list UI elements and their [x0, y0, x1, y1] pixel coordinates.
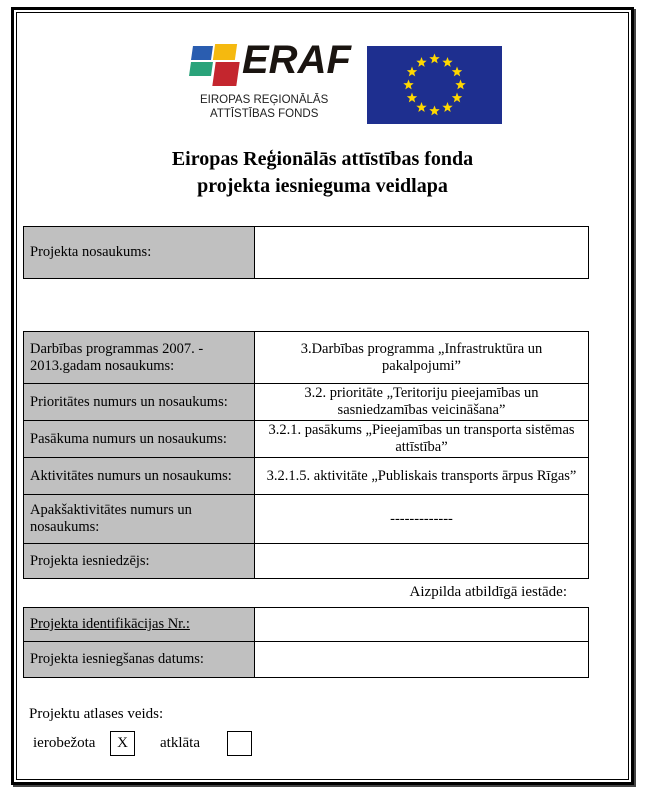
title-line-1: Eiropas Reģionālās attīstības fonda: [171, 148, 474, 170]
title-line-2: projekta iesnieguma veidlapa: [197, 175, 448, 197]
table-row: [24, 458, 589, 495]
activity-value: 3.2.1.5. aktivitāte „Publiskais transports ārpus Rīgas”: [255, 458, 589, 495]
table-row: [24, 332, 589, 384]
program-label: Darbības programmas 2007. - 2013.gadam nosaukums:: [24, 332, 255, 384]
measure-label: Pasākuma numurs un nosaukums:: [24, 421, 255, 458]
option-restricted-checkbox[interactable]: X: [110, 731, 135, 756]
filled-by-note: Aizpilda atbildīgā iestāde:: [409, 584, 567, 600]
project-name-table: [23, 226, 589, 279]
table-row: [24, 384, 589, 421]
project-id-label: Projekta identifikācijas Nr.:: [24, 608, 255, 642]
project-id-field[interactable]: [255, 608, 589, 642]
table-row: [24, 642, 589, 678]
submission-date-field[interactable]: [255, 642, 589, 678]
option-open-checkbox[interactable]: [227, 731, 252, 756]
eraf-subtitle-2: ATTĪSTĪBAS FONDS: [210, 108, 319, 120]
program-table: [23, 331, 589, 579]
priority-label: Prioritātes numurs un nosaukums:: [24, 384, 255, 421]
program-value: 3.Darbības programma „Infrastruktūra un pakalpojumi”: [255, 332, 589, 384]
eu-flag-icon: [367, 46, 502, 124]
table-row: [24, 495, 589, 544]
project-name-label: Projekta nosaukums:: [24, 227, 255, 279]
option-restricted-label: ierobežota: [33, 735, 96, 751]
subactivity-value: -------------: [255, 495, 589, 544]
measure-value: 3.2.1. pasākums „Pieejamības un transporta sistēmas attīstība”: [255, 421, 589, 458]
authority-table: [23, 607, 589, 678]
eraf-wordmark: ERAF: [242, 38, 351, 82]
table-row: [24, 421, 589, 458]
subactivity-label: Apakšaktivitātes numurs un nosaukums:: [24, 495, 255, 544]
selection-heading: Projektu atlases veids:: [29, 706, 164, 722]
eraf-subtitle-1: EIROPAS REĢIONĀLĀS: [200, 94, 329, 106]
project-name-field[interactable]: [255, 227, 589, 279]
submission-date-label: Projekta iesniegšanas datums:: [24, 642, 255, 678]
table-row: [24, 227, 589, 279]
table-row: [24, 608, 589, 642]
activity-label: Aktivitātes numurs un nosaukums:: [24, 458, 255, 495]
option-open-label: atklāta: [160, 735, 200, 751]
table-row: [24, 544, 589, 579]
eraf-logo: [190, 40, 350, 122]
applicant-field[interactable]: [255, 544, 589, 579]
priority-value: 3.2. prioritāte „Teritoriju pieejamības un sasniedzamības veicināšana”: [255, 384, 589, 421]
applicant-label: Projekta iesniedzējs:: [24, 544, 255, 579]
